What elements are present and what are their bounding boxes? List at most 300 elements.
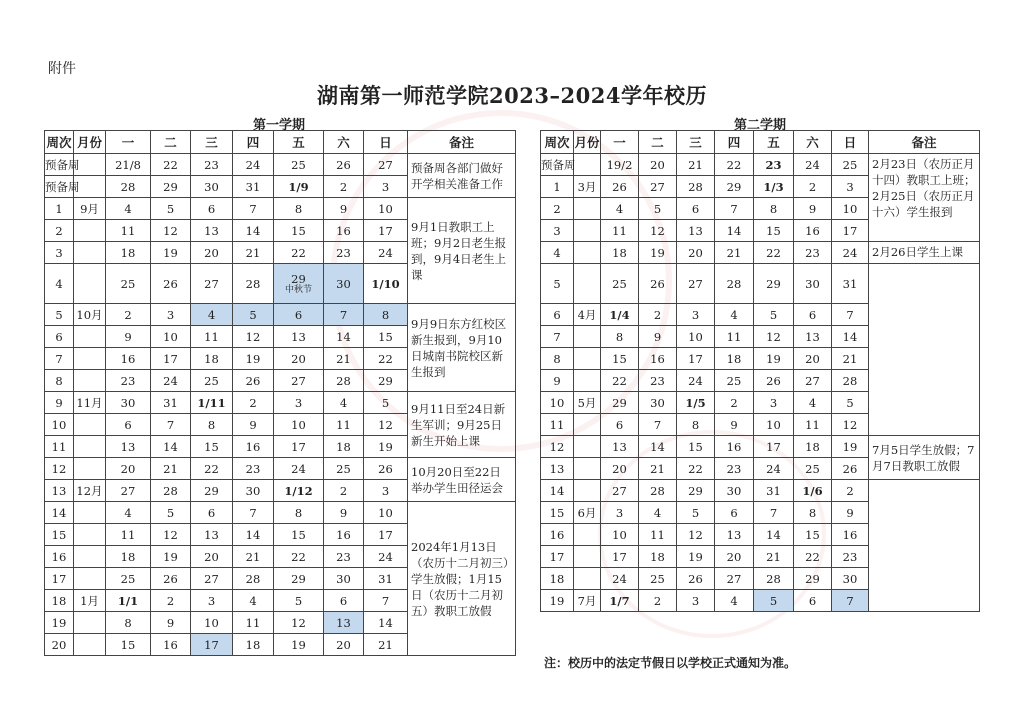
day-value: 2	[730, 395, 738, 410]
day-cell-fri	[274, 546, 324, 568]
day-cell-wed	[677, 242, 715, 264]
day-value: 7	[166, 417, 175, 432]
day-value: 1/12	[284, 483, 313, 498]
day-cell-thu	[233, 326, 274, 348]
week-number: 1	[541, 176, 574, 198]
day-cell-wed	[191, 264, 233, 304]
day-value: 14	[378, 615, 393, 630]
remark-text: 2024年1月13日（农历十二月初三）学生放假；1月15日（农历十二月初五）教职工放假	[411, 539, 509, 618]
day-value: 25	[726, 373, 742, 388]
day-cell-sat	[794, 348, 832, 370]
day-value: 6	[691, 201, 700, 216]
day-value: 18	[805, 439, 820, 454]
day-cell-sun	[832, 220, 869, 242]
day-value: 9	[339, 201, 348, 216]
day-cell-fri	[274, 524, 324, 546]
day-value: 16	[245, 439, 261, 454]
day-value: 31	[842, 276, 858, 291]
day-cell-fri	[274, 392, 324, 414]
day-cell-sun	[364, 264, 408, 304]
day-cell-wed	[191, 220, 233, 242]
day-cell-sat	[324, 242, 364, 264]
month-label	[74, 458, 106, 480]
week-number: 19	[45, 612, 74, 634]
day-cell-sat	[794, 370, 832, 392]
day-value: 26	[766, 373, 781, 388]
day-cell-thu	[715, 348, 754, 370]
day-value: 7	[653, 417, 662, 432]
day-value: 12	[842, 417, 858, 432]
day-cell-mon	[106, 370, 151, 392]
day-cell-mon	[106, 264, 151, 304]
day-value: 11	[805, 417, 820, 432]
column-header: 五	[754, 131, 794, 154]
column-header: 二	[639, 131, 677, 154]
day-value: 22	[291, 245, 306, 260]
day-cell-tue	[639, 502, 677, 524]
day-cell-tue	[639, 176, 677, 198]
day-cell-fri	[754, 304, 794, 326]
day-value: 15	[612, 351, 627, 366]
day-cell-mon	[601, 414, 639, 436]
day-value: 23	[245, 461, 261, 476]
day-cell-sat	[794, 480, 832, 502]
day-cell-fri	[754, 436, 794, 458]
week-row	[541, 154, 980, 176]
day-cell-fri	[274, 612, 324, 634]
day-value: 1/3	[763, 179, 784, 194]
day-cell-sat	[324, 370, 364, 392]
day-cell-mon	[106, 590, 151, 612]
day-cell-tue	[639, 326, 677, 348]
month-label	[574, 370, 601, 392]
day-value: 10	[378, 505, 393, 520]
day-value: 6	[124, 417, 132, 432]
day-value: 28	[245, 571, 261, 586]
day-cell-mon	[601, 524, 639, 546]
day-value: 16	[336, 527, 351, 542]
day-value: 27	[612, 483, 627, 498]
day-value: 31	[163, 395, 178, 410]
day-cell-mon	[106, 242, 151, 264]
day-value: 18	[204, 351, 219, 366]
day-value: 9	[808, 201, 817, 216]
day-value: 21	[163, 461, 178, 476]
day-value: 19	[650, 245, 665, 260]
day-value: 15	[766, 223, 781, 238]
day-cell-mon	[106, 480, 151, 502]
week-number: 预备周	[45, 154, 74, 176]
footnote: 注：校历中的法定节假日以学校正式通知为准。	[544, 656, 797, 670]
day-cell-fri	[754, 264, 794, 304]
day-cell-sun	[832, 176, 869, 198]
day-cell-thu	[233, 370, 274, 392]
week-number: 14	[541, 480, 574, 502]
day-value: 9	[124, 329, 132, 344]
day-value: 21	[245, 245, 261, 260]
day-value: 20	[805, 351, 820, 366]
day-cell-tue	[639, 590, 677, 612]
day-value: 25	[805, 461, 820, 476]
day-cell-thu	[715, 304, 754, 326]
remark-cell	[869, 436, 980, 480]
day-cell-tue	[639, 568, 677, 590]
day-cell-tue	[151, 612, 191, 634]
day-value: 9	[730, 417, 738, 432]
week-row	[45, 458, 516, 480]
day-cell-thu	[233, 304, 274, 326]
day-cell-fri	[274, 590, 324, 612]
day-cell-sat	[324, 634, 364, 656]
day-cell-thu	[715, 392, 754, 414]
day-value: 2	[249, 395, 257, 410]
day-value: 8	[294, 201, 303, 216]
day-cell-mon	[601, 348, 639, 370]
day-value: 16	[163, 637, 178, 652]
day-value: 20	[204, 245, 219, 260]
day-cell-tue	[639, 546, 677, 568]
day-cell-wed	[191, 326, 233, 348]
day-value: 20	[336, 637, 351, 652]
day-value: 23	[765, 157, 782, 172]
day-value: 17	[612, 549, 627, 564]
day-value: 13	[291, 329, 306, 344]
day-cell-sun	[832, 502, 869, 524]
day-value: 30	[245, 483, 261, 498]
day-cell-thu	[233, 198, 274, 220]
week-number: 9	[45, 392, 74, 414]
day-value: 28	[163, 483, 178, 498]
day-value: 28	[688, 179, 703, 194]
day-cell-sat	[794, 220, 832, 242]
day-cell-fri	[274, 458, 324, 480]
day-value: 2	[166, 593, 175, 608]
day-value: 23	[842, 549, 858, 564]
day-value: 18	[726, 351, 742, 366]
column-header: 备注	[869, 131, 980, 154]
day-value: 5	[769, 307, 778, 322]
day-cell-sun	[364, 242, 408, 264]
day-cell-wed	[677, 436, 715, 458]
day-cell-mon	[106, 612, 151, 634]
attachment-label: 附件	[48, 61, 76, 77]
day-value: 28	[120, 179, 136, 194]
month-label	[574, 524, 601, 546]
day-value: 4	[249, 593, 257, 608]
semester2-calendar-table	[540, 130, 980, 612]
column-header: 月份	[574, 131, 601, 154]
day-cell-tue	[151, 436, 191, 458]
day-cell-sat	[324, 326, 364, 348]
day-cell-wed	[677, 392, 715, 414]
day-cell-fri	[274, 502, 324, 524]
day-value: 3	[207, 593, 216, 608]
day-cell-sat	[324, 414, 364, 436]
column-header: 六	[794, 131, 832, 154]
day-value: 30	[805, 276, 820, 291]
day-cell-sun	[832, 392, 869, 414]
week-number: 1	[45, 198, 74, 220]
day-value: 28	[650, 483, 665, 498]
day-cell-thu	[233, 502, 274, 524]
day-value: 25	[842, 157, 858, 172]
day-cell-tue	[639, 242, 677, 264]
semester1-calendar-table	[44, 130, 516, 656]
day-value: 3	[381, 179, 390, 194]
remark-cell	[869, 480, 980, 612]
day-value: 14	[336, 329, 351, 344]
page-title: 湖南第一师范学院2023–2024学年校历	[317, 83, 707, 108]
day-value: 8	[207, 417, 216, 432]
day-cell-fri	[274, 198, 324, 220]
day-value: 7	[249, 505, 257, 520]
day-value: 26	[163, 571, 178, 586]
day-cell-thu	[715, 436, 754, 458]
day-value: 13	[688, 223, 703, 238]
week-number: 预备周	[45, 176, 74, 198]
month-label: 1月	[74, 590, 106, 612]
day-value: 21	[245, 549, 261, 564]
day-cell-sun	[832, 242, 869, 264]
day-cell-sun	[832, 304, 869, 326]
day-cell-fri	[274, 242, 324, 264]
day-cell-wed	[191, 154, 233, 176]
day-cell-wed	[191, 458, 233, 480]
day-cell-tue	[639, 304, 677, 326]
day-cell-sun	[364, 176, 408, 198]
day-value: 2	[808, 179, 817, 194]
month-label: 3月	[574, 176, 601, 198]
day-value: 5	[769, 593, 778, 608]
week-row	[541, 480, 980, 502]
day-cell-sat	[794, 176, 832, 198]
month-label	[574, 436, 601, 458]
day-cell-tue	[639, 392, 677, 414]
day-value: 27	[688, 276, 703, 291]
day-value: 28	[245, 276, 261, 291]
day-cell-wed	[677, 458, 715, 480]
day-cell-thu	[715, 176, 754, 198]
month-label	[574, 326, 601, 348]
day-cell-wed	[191, 198, 233, 220]
day-value: 14	[726, 223, 742, 238]
day-cell-wed	[677, 568, 715, 590]
month-label	[74, 264, 106, 304]
day-value: 6	[615, 417, 624, 432]
month-label	[574, 220, 601, 242]
day-cell-tue	[151, 348, 191, 370]
day-value: 17	[378, 527, 393, 542]
day-cell-sun	[364, 304, 408, 326]
month-label	[574, 480, 601, 502]
day-value: 18	[120, 549, 136, 564]
month-label	[74, 546, 106, 568]
day-value: 19	[688, 549, 703, 564]
month-label	[574, 414, 601, 436]
day-cell-wed	[191, 304, 233, 326]
day-cell-mon	[106, 176, 151, 198]
day-value: 16	[336, 223, 351, 238]
day-value: 3	[846, 179, 854, 194]
month-label	[74, 348, 106, 370]
week-number: 3	[541, 220, 574, 242]
day-cell-sat	[324, 220, 364, 242]
day-cell-sat	[324, 198, 364, 220]
remark-cell	[408, 198, 516, 304]
day-cell-thu	[715, 326, 754, 348]
day-cell-fri	[274, 176, 324, 198]
day-value: 17	[204, 637, 219, 652]
day-cell-sat	[324, 502, 364, 524]
day-value: 20	[291, 351, 306, 366]
day-value: 15	[378, 329, 393, 344]
day-cell-fri	[754, 326, 794, 348]
day-cell-fri	[274, 154, 324, 176]
day-cell-tue	[639, 370, 677, 392]
day-cell-sun	[832, 370, 869, 392]
day-value: 29	[612, 395, 627, 410]
day-value: 12	[766, 329, 781, 344]
week-number: 20	[45, 634, 74, 656]
day-value: 22	[163, 157, 178, 172]
day-value: 8	[381, 307, 390, 322]
day-value: 23	[650, 373, 665, 388]
day-value: 19	[378, 439, 393, 454]
day-value: 31	[766, 483, 781, 498]
day-value: 15	[688, 439, 703, 454]
day-cell-mon	[601, 436, 639, 458]
day-cell-fri	[754, 458, 794, 480]
week-number: 17	[45, 568, 74, 590]
day-value: 21	[688, 157, 703, 172]
day-cell-mon	[601, 568, 639, 590]
day-value: 12	[245, 329, 261, 344]
day-cell-fri	[274, 370, 324, 392]
day-value: 11	[204, 329, 219, 344]
day-cell-sun	[364, 436, 408, 458]
day-value: 27	[204, 571, 219, 586]
day-cell-wed	[191, 414, 233, 436]
day-cell-tue	[639, 198, 677, 220]
day-cell-sun	[832, 568, 869, 590]
day-cell-tue	[639, 524, 677, 546]
semester2-label: 第二学期	[733, 118, 786, 133]
day-cell-fri	[754, 546, 794, 568]
day-value: 30	[336, 571, 351, 586]
day-value: 3	[381, 483, 390, 498]
day-value: 21	[336, 351, 351, 366]
day-cell-mon	[106, 634, 151, 656]
day-value: 28	[336, 373, 351, 388]
day-cell-sat	[794, 264, 832, 304]
day-cell-mon	[601, 264, 639, 304]
day-cell-sun	[364, 154, 408, 176]
month-label	[574, 546, 601, 568]
day-cell-fri	[754, 502, 794, 524]
day-value: 15	[291, 527, 306, 542]
day-cell-sat	[324, 612, 364, 634]
day-value: 1/6	[802, 483, 823, 498]
week-number: 5	[541, 264, 574, 304]
day-cell-tue	[639, 458, 677, 480]
day-value: 10	[842, 201, 858, 216]
day-value: 19	[291, 637, 306, 652]
day-value: 26	[842, 461, 858, 476]
month-label	[574, 264, 601, 304]
month-label: 4月	[574, 304, 601, 326]
day-value: 8	[615, 329, 624, 344]
day-value: 26	[378, 461, 393, 476]
day-value: 24	[688, 373, 703, 388]
week-number: 8	[541, 348, 574, 370]
day-value: 1/1	[117, 593, 139, 608]
day-value: 19	[766, 351, 781, 366]
week-row	[45, 392, 516, 414]
day-cell-wed	[677, 220, 715, 242]
month-label	[74, 612, 106, 634]
day-value: 1/4	[609, 307, 630, 322]
day-cell-fri	[274, 220, 324, 242]
day-value: 8	[124, 615, 132, 630]
day-value: 14	[245, 527, 261, 542]
day-cell-thu	[233, 176, 274, 198]
month-label: 5月	[574, 392, 601, 414]
remark-text: 10月20日至22日举办学生田径运会	[411, 464, 503, 495]
day-cell-mon	[106, 198, 151, 220]
day-value: 6	[808, 307, 817, 322]
day-cell-thu	[233, 590, 274, 612]
day-cell-fri	[754, 414, 794, 436]
day-cell-tue	[151, 154, 191, 176]
day-cell-sun	[832, 590, 869, 612]
day-value: 4	[653, 505, 662, 520]
day-cell-tue	[151, 326, 191, 348]
day-value: 23	[120, 373, 136, 388]
day-value: 10	[766, 417, 781, 432]
day-value: 25	[336, 461, 351, 476]
day-value: 29	[688, 483, 703, 498]
month-label	[74, 370, 106, 392]
day-value: 11	[336, 417, 351, 432]
day-value: 22	[204, 461, 219, 476]
day-value: 18	[612, 245, 627, 260]
column-header: 三	[677, 131, 715, 154]
day-value: 4	[615, 201, 624, 216]
remark-cell	[408, 458, 516, 502]
day-cell-fri	[754, 370, 794, 392]
day-value: 12	[163, 527, 178, 542]
day-value: 3	[769, 395, 778, 410]
week-number: 17	[541, 546, 574, 568]
day-cell-sun	[832, 480, 869, 502]
day-cell-sun	[364, 198, 408, 220]
day-value: 17	[378, 223, 393, 238]
day-cell-sat	[794, 502, 832, 524]
day-value: 16	[726, 439, 742, 454]
day-value: 6	[207, 505, 216, 520]
day-value: 24	[163, 373, 178, 388]
day-cell-mon	[106, 392, 151, 414]
day-cell-thu	[233, 634, 274, 656]
day-value: 10	[688, 329, 703, 344]
day-value: 30	[650, 395, 665, 410]
month-label: 12月	[74, 480, 106, 502]
day-cell-mon	[106, 154, 151, 176]
day-cell-sun	[364, 220, 408, 242]
day-cell-mon	[601, 480, 639, 502]
day-cell-thu	[715, 220, 754, 242]
week-row	[45, 154, 516, 176]
